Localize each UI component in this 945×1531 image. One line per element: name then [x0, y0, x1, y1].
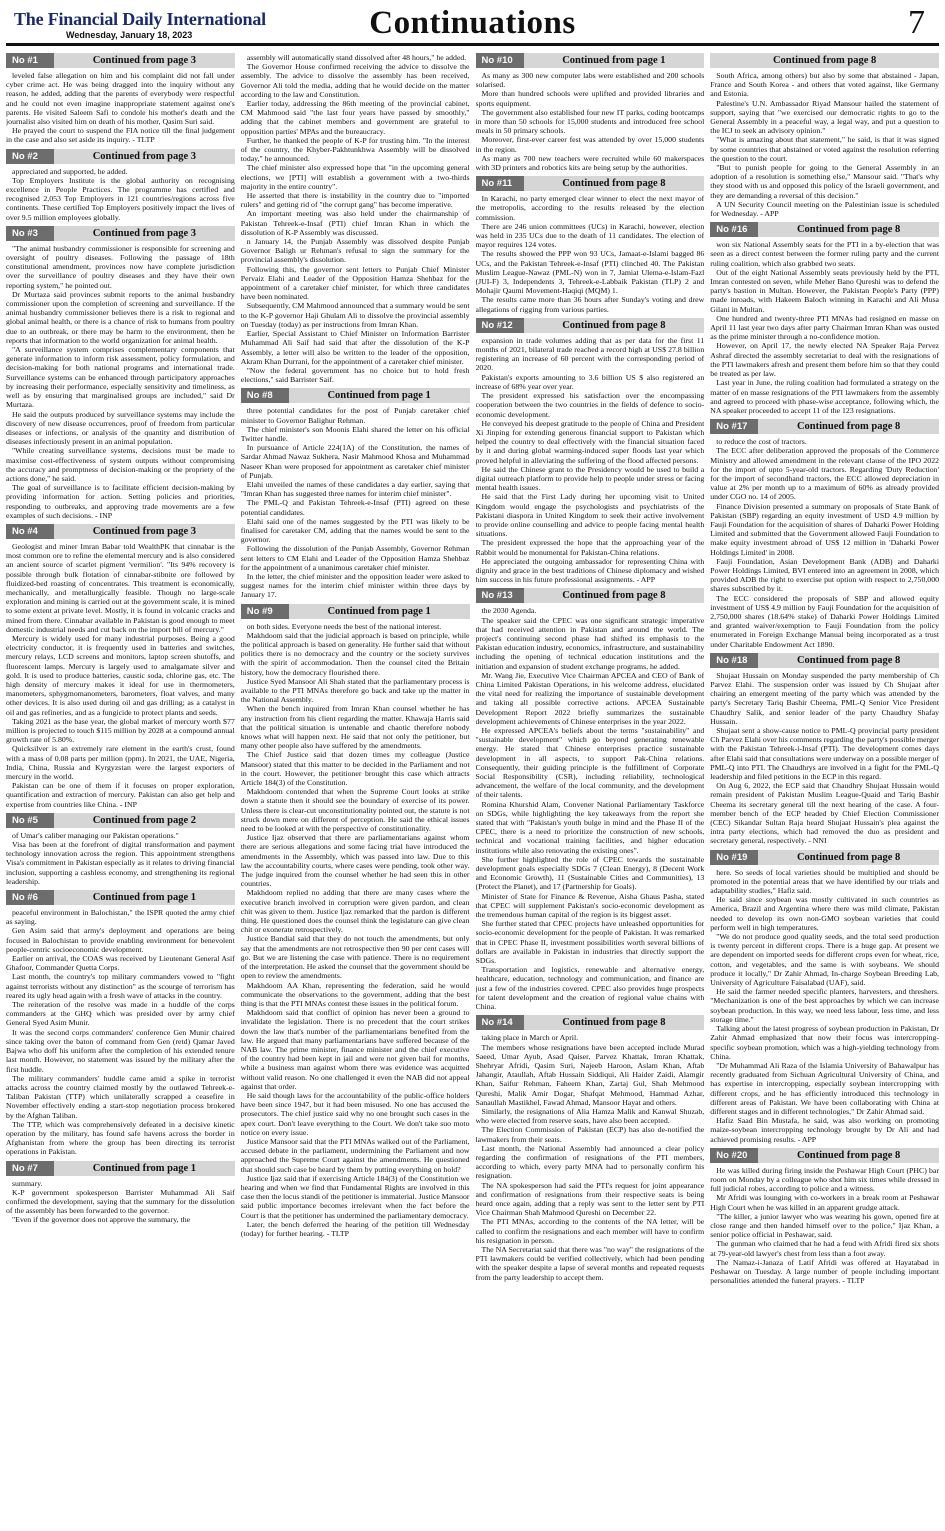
paragraph: However, on April 17, the newly elected NA Speaker Raja Pervez Ashraf directed the assembly secretariat to deal with the resignations of the PTI lawmakers afresh and present them before him so that they could be treated as per law.	[710, 341, 939, 379]
paragraph: The speaker said the CPEC was one significant strategic imperative that had received attention in Pakistan and around the world. The project's continuing second phase had shifted its emphasis to the Pakistan education industry, economics, infrastructure, and sustainability including the opening of technical education institutions and the initiation and expansion of student exchange programs, he added.	[475, 615, 705, 671]
article-body	[6, 167, 235, 222]
article-header	[476, 588, 705, 603]
article-header	[710, 222, 939, 237]
paragraph: The chief minister also expressed hope that "in the upcoming general elections, we [PTI] will establish a government with a two-thirds majority in the entire country".	[240, 163, 470, 191]
paragraph: He expressed APCEA's beliefs about the terms "sustainability" and "sustainable development" which go beyond generating renewable energy. He stated that Chinese enterprises practice sustainable development in all aspects, to support Pak-China relations. Consequently, their guiding principle is the fulfillment of Corporate Social Responsibility (CSR), including reliability, technological advancement, the welfare of the local community, and the development of their talents.	[475, 726, 705, 800]
issue-date: Wednesday, January 18, 2023	[66, 30, 193, 40]
article-body	[6, 1179, 235, 1225]
paragraph: Quicksilver is an extremely rare element in the earth's crust, found with a mass of 0.08 parts per million (ppm). In 2021, the UAE, Nigeria, India, China, Russia and Kyrgyzstan were the largest exporters of mercury in the world.	[6, 744, 235, 782]
paragraph: The military commanders' huddle came amid a spike in terrorist attacks across the country claimed mostly by the outlawed Tehreek-e-Taliban Pakistan (TTP) which unilaterally scrapped a ceasefire in November effectively ending a start-stop negotiation process brokered by the Afghan Taliban.	[6, 1073, 235, 1120]
paragraph: Further, he thanked the people of K-P for trusting him. "In the interest of the country, the Khyber-Pakhtunkhwa Assembly will be dissolved today," he announced.	[240, 135, 470, 164]
paragraph: The NA spokesperson had said the PTI's request for joint appearance and confirmation of resignations from their respective seats is being heard once again, adding that a reply was sent to the letter sent by PTI Vice Chairman Shah Mahmood Qureshi on December 22.	[475, 1180, 705, 1218]
paragraph: The results came more than 36 hours after Sunday's voting and drew allegations of rigging from various parties.	[475, 295, 705, 314]
article-header	[241, 388, 470, 403]
paragraph: Out of the eight National Assembly seats previously held by the PTI, Imran contested on seven, while Meher Bano Qureshi was to defend the party's bastion in Multan. However, the Pakistan People's Party (PPP) made inroads, with Hakeem Baloch winning in Karachi and Ali Musa Gilani in Multan.	[710, 267, 939, 314]
article-number: No #17	[710, 419, 758, 434]
paragraph: here. So seeds of local varieties should be multiplied and should be promoted in the potential areas that we have identified by our trials and adaptability studies," Hafiz said.	[710, 867, 939, 896]
article	[6, 149, 235, 222]
paragraph: Last year in June, the ruling coalition had formulated a strategy on the matter of en masse resignations of the PTI lawmakers from the assembly and agreed to proceed with phase-wise acceptance, following which, the NA speaker proceeded to accept 11 of the 123 resignations.	[710, 378, 939, 415]
paragraph: More than hundred schools were uplifted and provided libraries and sports equipment.	[475, 89, 705, 108]
article-header	[710, 1148, 939, 1163]
paragraph: Shujaat Hussain on Monday suspended the party membership of Ch Parvez Elahi. The suspension order was issued by Ch Shujaat after chairing an emergent meeting of the party which was attended by the party's Secretary Tariq Bashir Cheema, PML-Q Senior Vice President Chaudhry Salik, and senior leader of the party Chaudhry Shafay Hussain.	[710, 670, 939, 726]
paragraph: He said that the First Lady during her upcoming visit to United Kingdom would engage the psychologists and psychiatrists of the Pakistani diaspora in United Kingdom to seek their active involvement to provide online counselling and advice to people facing mental health situations.	[475, 492, 705, 539]
paragraph: The ECC after deliberation approved the proposals of the Commerce Ministry and allowed amendment in the relevant clause of the IPO 2022 for the import of upto 5-year-old tractors. Regarding 'Duty Reduction' for the import of secondhand tractors, the ECC allowed depreciation in value at 2% per month up to a maximum of 60% as already provided under CGO no. 14 of 2005.	[710, 446, 939, 502]
paragraph: He appreciated the outgoing ambassador for representing China with dignity and grace in the best traditions of Chinese diplomacy and wished him success in his future professional assignments. - APP	[475, 556, 705, 585]
article-number: No #12	[476, 318, 524, 333]
paragraph: The TTP, which was comprehensively defeated in a decisive kinetic operation by the military, has found safe havens across the border in Afghanistan from where the group has been directing its terrorist operations in Pakistan.	[6, 1119, 235, 1157]
article-body	[241, 622, 470, 1239]
paragraph: Moreover, first-ever career fest was attended by over 15,000 students in the region.	[475, 135, 705, 154]
article	[6, 226, 235, 520]
paragraph: n January 14, the Punjab Assembly was dissolved despite Punjab Governor Baligh ur Rehman's refusal to sign the summary for the provincial assembly's dissolution.	[240, 237, 470, 265]
paragraph: Makhdoom said that the judicial approach is based on principle, while the political approach is based on generality. He further said that without politics there is no democracy and the country or the society survives with the spirit of accommodation. Then the counsel cited the Britain history, how the democracy flourished there.	[240, 630, 470, 677]
article-body	[710, 671, 939, 846]
paragraph: The goal of surveillance is to facilitate efficient decision-making by providing information for action. Setting policies and priorities, responding to outbreaks, and approving trade movements are a few examples of such decisions. - INP	[6, 483, 235, 520]
paragraph: Fauji Foundation, Asian Development Bank (ADB) and Daharki Power Holdings Limited, BVI entered into an agreement in 2008, which provided ADB the right to exercise put option with respect to 2,750,000 shares subscribed by it.	[710, 556, 939, 594]
paragraph: She further stated that CPEC projects have unleashed opportunities for socio-economic development for the people of Pakistan. It was remarked that in CPEC Phase II, investment possibilities worth several billions of dollars are available in Pakistan in industries that directly support the SDGs.	[475, 919, 705, 966]
article-number: No #3	[6, 226, 54, 241]
paragraph: "Even if the governor does not approve the summary, the	[12, 1215, 191, 1225]
paragraph: K-P government spokesperson Barrister Muhammad Ali Saif confirmed the development, saying that the summary for the dissolution of the assembly has been forwarded to the governor.	[6, 1187, 235, 1216]
paragraph: "The killer, a junior lawyer who was wearing his gown, opened fire at close range and then handed himself over to the police," Ijaz Khan, a senior police official in Peshawar, said.	[710, 1211, 939, 1240]
paragraph: peaceful environment in Balochistan," the ISPR quoted the army chief as saying.	[6, 908, 235, 927]
paragraph: Visa has been at the forefront of digital transformation and payment technology innovation across the region. This appointment strengthens Visa's commitment in Pakistan especially as it relates to driving financial inclusion, supporting a cashless economy, and strengthening its regional leadership.	[6, 840, 235, 886]
paragraph: "While creating surveillance systems, decisions must be made to maximise cost-effectiveness of system outputs without compromising the accuracy and promptness of decision-making or the propriety of the actions done," he said.	[6, 446, 235, 483]
article-number: No #20	[710, 1148, 758, 1163]
paragraph: Transportation and logistics, renewable and alternative energy, healthcare, education, technology and communication, and finance are just a few of the industries covered. CPEC also provides huge prospects for talent development and the creation of regional value chains with China.	[475, 965, 705, 1012]
column-1	[6, 53, 235, 1525]
paragraph: leveled false allegation on him and his complaint did not fall under cyber crime act. He was being dragged into the inquiry without any reason, he added, adding that the parents of everybody were respectful and he could not even imagine inappropriate statement against one's parents. He visited Saleem Safi to condole his mother's death and the journalist also visited him on death of his mother, Qasim Suri said.	[6, 71, 235, 127]
article	[6, 53, 235, 145]
paragraph: He said the outputs produced by surveillance systems may include the discovery of new disease occurrences, proof of freedom from particular diseases or infections, or analysis of the quantity and distribution of diseases infectiously present in an animal population.	[6, 409, 235, 447]
article	[241, 53, 470, 384]
paragraph: Finance Division presented a summary on proposals of State Bank of Pakistan (SBP) regarding an equity investment of USD 4.9 million by Fauji Foundation for the acquisition of shares of Daharki Power Holding Limited and submitted that the Government allowed Fauji Foundation to make equity investment abroad of US$ 12 million in 'Daharki Power Holdings Limited' in 2008.	[710, 501, 939, 557]
article-header	[710, 653, 939, 668]
page-number: 7	[908, 4, 925, 41]
paragraph: of Umar's caliber managing our Pakistan operations."	[12, 830, 179, 840]
article	[476, 1015, 705, 1281]
paragraph: Pakistan can be one of them if it focuses on proper exploration, quantification and extraction of mercury. Pakistan can also get help and expertise from countries like China. - INP	[6, 781, 235, 809]
column-3	[476, 53, 705, 1525]
paragraph: The Governor House confirmed receiving the advice to dissolve the assembly. The advice to dissolve the assembly has been received, Governor Ali told the media, adding that he would decide on the matter according to the law and Constitution.	[240, 62, 470, 99]
article	[710, 53, 939, 218]
paragraph: Later, the bench deferred the hearing of the petition till Wednesday (today) for further hearing. - TLTP	[240, 1219, 470, 1238]
paragraph: The members whose resignations have been accepted include Murad Saeed, Umar Ayub, Asad Qaiser, Parvez Khattak, Imran Khattak, Shehryar Afridi, Qasim Suri, Najeeb Haroon, Aslam Khan, Aftab Jahangir, Ataullah, Aftab Hussain Siddiqui, Ali Haider Zaidi, Alamgir Khan, Saifur Rehman, Faheem Khan, Zartaj Gul, Shah Mehmood Qureshi, Malik Amir Dogar, Shafqat Mehmood, Hammad Azhar, Sanaullah Mastikhel, Fawad Ahmad, Mansoor Hayat and others.	[475, 1042, 705, 1107]
article-body	[241, 53, 470, 384]
paragraph: on both sides. Everyone needs the best of the national interest.	[246, 621, 442, 631]
paragraph: "A surveillance system comprises complementary components that generate information to inform risk assessment, policy formulation, and decision-making for both national programs and international trade. Surveillance systems can be enhanced through participatory approaches by increasing their performance, especially sensitivity and timeliness, as well as by ensuring that marginalised groups are included," said Dr Murtaza.	[6, 345, 235, 410]
paragraph: the 2030 Agenda.	[481, 606, 537, 616]
article-number: No #8	[241, 388, 289, 403]
paragraph: She further highlighted the role of CPEC towards the sustainable development goals especially SDGs 7 (Clean Energy), 8 (Decent Work and Economic Growth), 11 (Sustainable Cities and Communities), 13 (Protect the Planet), and 17 (Partnership for Goals).	[475, 854, 705, 892]
paragraph: The PTI MNAs, according to the contents of the NA letter, will be called to confirm the resignations and each member will have to confirm his resignation in person.	[475, 1217, 705, 1245]
article	[6, 813, 235, 886]
article-number: No #1	[6, 53, 54, 68]
paragraph: Justice Bandial said that they do not touch the amendments, but only say that the amendments are not retrospective then 90 per cent cases will go. But we are listening the case with patience. There is no requirement of the interpretation. He asked the counsel that the government should be open to review the amendments.	[240, 934, 470, 981]
paragraph: Makhdoom replied no adding that there are many cases where the executive branch involved in corruption were given pardon, and clean chit was given to them. Justice Ijaz remarked that the pardon is different thing. He questioned does the counsel think the legislature can give clean chit or exonerate retrospectively.	[240, 888, 470, 935]
continued-from-label: Continued from page 8	[524, 1015, 705, 1030]
paragraph: "But to punish people for going to the General Assembly in an adoption of a resolution is something else," Mansour said. "That's why they stood with us and opposed this policy of the Israeli government, and they are demanding a reversal of this decision."	[710, 163, 939, 200]
paragraph: He conveyed his deepest gratitude to the people of China and President Xi Jinping for extending generous financial support to Pakistan which helped the country to deal effectively with the financial situation faced by it and during global warming-induced super floods last year which proved helpful in alleviating the suffering of the flood affected persons.	[475, 418, 705, 465]
paragraph: "Dr Muhammad Ali Raza of the Islamia University of Bahawalpur has recently graduated from Sichuan Agricultural University of China, and has expertise in intercropping, especially soybean intercropping with different crops, and he has efficiently introduced this technology in different areas of Pakistan. We have been collaborating with China at different stages and in different technologies," Dr Zahir Ahmad said.	[710, 1060, 939, 1116]
paragraph: He said the Chinese grant to the Presidency would be used to build a digital outreach platform to provide help to people under stress or facing mental health issues.	[475, 464, 705, 493]
paragraph: Justice Mansoor said that the PTI MNAs walked out of the Parliament, accused debate in the parliament, undermining the Parliament and now approached the Supreme Court against the amendments. He questioned that should such case be heard by them by putting everything on hold?	[240, 1136, 470, 1174]
article-header	[476, 1015, 705, 1030]
continued-from-label: Continued from page 2	[54, 813, 235, 828]
paragraph: He asserted that there is instability in the country due to "imported rulers" and getting rid of "the corrupt gang" has become imperative.	[240, 191, 470, 210]
continued-from-label: Continued from page 1	[289, 388, 470, 403]
continued-from-label: Continued from page 8	[524, 318, 705, 333]
article-number: No #13	[476, 588, 524, 603]
paragraph: He was killed during firing inside the Peshawar High Court (PHC) bar room on Monday by a colleague who shot him six times while dressed in full judicial robes, according to police and a witness.	[710, 1165, 939, 1194]
article	[710, 222, 939, 415]
continued-from-label: Continued from page 1	[524, 53, 705, 68]
article-body	[6, 542, 235, 809]
paragraph: assembly will automatically stand dissolved after 48 hours," he added.	[246, 53, 467, 62]
paragraph: taking place in March or April.	[481, 1033, 579, 1043]
article-header	[241, 604, 470, 619]
article-number: No #9	[241, 604, 289, 619]
paragraph: The gunman who claimed that he had a feud with Afridi fired six shots at 79-year-old lawyer's chest from less than a foot away.	[710, 1239, 939, 1258]
article-header	[6, 524, 235, 539]
paragraph: Earlier on arrival, the COAS was received by Lieutenant General Asif Ghafoor, Commander Quetta Corps.	[6, 954, 235, 973]
continued-from-label: Continued from page 8	[710, 53, 939, 68]
paragraph: Hafiz Saad Bin Mustafa, he said, was also working on promoting maize-soybean intercropping technology brought by Dr Ali and had achieved promising results. - APP	[710, 1116, 939, 1144]
article-number: No #10	[476, 53, 524, 68]
paragraph: summary.	[12, 1178, 43, 1188]
article-body	[710, 437, 939, 649]
paragraph: Following this, the governor sent letters to Punjab Chief Minister Pervaiz Elahi and Leader of the Opposition Hamza Shehbaz for the appointment of a caretaker chief minister, for which three candidates have been nominated.	[240, 264, 470, 302]
continued-from-label: Continued from page 3	[54, 226, 235, 241]
paragraph: The president expressed the hope that the approaching year of the Rabbit would be monumental for Pakistan-China relations.	[475, 538, 705, 557]
paragraph: Makhdoom contended that when the Supreme Court looks at strike down a statute then it should see the boundary of exercise of its power. Unless there is clear-cut unconstitutionality pointed out, the statute is not struck down mere on different of perception. He said the ethical issues need to be looked at with the perspective of constitutionality.	[240, 787, 470, 834]
paragraph: Last month, the National Assembly had announced a clear policy regarding the confirmation of resignations of the PTI members, according to which, every party MNA had to personally confirm his resignation.	[475, 1143, 705, 1181]
article-header	[6, 1161, 235, 1176]
article-body	[6, 244, 235, 520]
paragraph: In Karachi, no party emerged clear winner to elect the next mayor of the metropolis, according to the results released by the election commission.	[475, 194, 705, 222]
article-header	[710, 419, 939, 434]
article-body	[476, 1033, 705, 1281]
article-body	[6, 908, 235, 1156]
paragraph: Earlier, Special Assistant to Chief Minister on Information Barrister Muhammad Ali Saif had said that after the dissolution of the K-P Assembly, a letter will also be written to the leader of the opposition, Akram Khan Durrani, for the appointment of a caretaker chief minister.	[240, 329, 470, 366]
article	[6, 890, 235, 1156]
continued-from-label: Continued from page 3	[54, 524, 235, 539]
paragraph: On Aug 6, 2022, the ECP said that Chaudhry Shujaat Hussain would remain president of Pakistan Muslim League-Quaid and Tariq Bashir Cheema its secretary general till the next hearing of the case. A four-member bench of the ECP headed by Chief Election Commissioner (CEC) Sikandar Sultan Raja heard Shujaat Hussain's plea against the intra party elections, which had removed the duo as president and secretary general, respectively. - NNI	[710, 781, 939, 846]
paragraph: The NA Secretariat said that there was "no way" the resignations of the PTI lawmakers could be verified collectively, which had been pending with the speaker despite a lapse of several months and repeated requests from the party leadership to accept them.	[475, 1244, 705, 1282]
paragraph: Makhdoom said that conflict of opinion has never been a ground to invalidate the legislation. There is no precedent that the court strikes down the law that's number of the parliamentarians benefited from the law. He argued that many parliamentarians have suffered because of the NAB law. The prime minister, finance minister and the chief executive of the country had been kept in jail and were not given bail for months, while a business man against whom there was evidence was acquitted without valid reason. No one challenged it even the NAB did not appeal against that order.	[240, 1008, 470, 1091]
continued-from-label: Continued from page 1	[54, 1161, 235, 1176]
paragraph: South Africa, among others) but also by some that abstained - Japan, France and South Korea - and others that voted against, like Germany and Estonia.	[710, 71, 939, 99]
article-number: No #7	[6, 1161, 54, 1176]
article	[6, 524, 235, 809]
paragraph: The results showed the PPP won 93 UCs, Jamaat-e-Islami bagged 86 UCs, and the Pakistan Tehreek-e-Insaf (PTI) clinched 40. The Pakistan Muslim League-Nawaz (PML-N) won in 7, Jamiat Ulema-e-Islam-Fazl (JUI-F) 3, Independents 3, Tehreek-e-Labbaik Pakistan (TLP) 2 and Mohajir Qaumi Movement-Haqiqi (MQM) 1.	[475, 249, 705, 296]
continued-from-label: Continued from page 8	[524, 588, 705, 603]
paragraph: The PML-Q and Pakistan Tehreek-e-Insaf (PTI) agreed on these potential candidates.	[240, 498, 470, 517]
article-number: No #2	[6, 149, 54, 164]
article-number: No #18	[710, 653, 758, 668]
article-header	[710, 53, 939, 68]
continued-from-label: Continued from page 3	[54, 53, 235, 68]
article-header	[6, 226, 235, 241]
article-body	[476, 606, 705, 1011]
article-header	[476, 318, 705, 333]
paragraph: "What is amazing about that statement," he said, is that it was signed by some countries that abstained or voted against the resolution referring the question to the court.	[710, 135, 939, 163]
paragraph: He said since soybean was mostly cultivated in such countries as America, Brazil and Argentina where there was mild climate, Pakistan needed to develop its own non-GMO soybean varieties that could perform well in high temperatures.	[710, 895, 939, 932]
article-header	[6, 149, 235, 164]
article-header	[710, 850, 939, 865]
article-body	[710, 240, 939, 415]
article	[476, 318, 705, 584]
continued-from-label: Continued from page 8	[758, 850, 939, 865]
paragraph: Taking 2021 as the base year, the global market of mercury worth $77 million is projected to touch $115 million by 2028 at a compound annual growth rate of 5.80%.	[6, 716, 235, 745]
paragraph: The Election Commission of Pakistan (ECP) has also de-notified the lawmakers from their seats.	[475, 1125, 705, 1144]
paragraph: Minister of State for Finance & Revenue, Aisha Ghaus Pasha, stated that CPEC will supplement Pakistan's socio-economic development as the tremendous human capital of the region is its biggest asset.	[475, 891, 705, 920]
continued-from-label: Continued from page 8	[758, 1148, 939, 1163]
paragraph: Earlier today, addressing the 86th meeting of the provincial cabinet, CM Mahmood said "the last four years have passed by smoothly," adding that the cabinet members and government are grateful to opposition parties' MPAs and the bureaucracy.	[240, 99, 470, 136]
paragraph: The ECC considered the proposals of SBP and allowed equity investment of US$ 4.9 million by Fauji Foundation for the acquisition of 2,750,000 shares (18.64% stake) of Daharki Power Holdings Limited and granted waiver/exemption to Fauji Foundation from the policy enumerated in Foreign Exchange Manual being incorporated as a trust under Charitable Endowment Act 1890.	[710, 593, 939, 649]
paragraph: A UN Security Council meeting on the Palestinian issue is scheduled for Wednesday. - APP	[710, 199, 939, 219]
article-number: No #14	[476, 1015, 524, 1030]
article	[710, 850, 939, 1144]
masthead	[6, 0, 939, 46]
continued-from-label: Continued from page 8	[524, 176, 705, 191]
paragraph: Pakistan's exports amounting to 3.6 billion US $ also registered an increase of 68% year over year.	[475, 372, 705, 391]
paragraph: Mr Afridi was lounging with co-workers in a break room at Peshawar High Court when he was killed in an apparent grudge attack.	[710, 1193, 939, 1212]
paragraph: Palestine's U.N. Ambassador Riyad Mansour hailed the statement of support, saying that "we exercised our democratic rights to go to the General Assembly in a peaceful way, a legal way, and put a question to the ICJ to seek an advisory opinion."	[710, 98, 939, 136]
paragraph: The Chief Justice said that dozen times my colleague (Justice Mansoor) stated that this matter to be decided in the Parliament and not in the court. However, the petitioner brought this case which attracts Article 184(3) of the Constitution.	[240, 750, 470, 788]
paragraph: In pursuance of Article 224(1A) of the Constitution, the names of Sardar Ahmad Nawaz Sukhera, Nasir Mahmood Khosa and Muhammad Naseer Khan were proposed for appointment as caretaker chief minister of Punjab.	[240, 443, 470, 480]
continued-from-label: Continued from page 1	[289, 604, 470, 619]
paragraph: Elahi unveiled the names of these candidates a day earlier, saying that "Imran Khan has suggested three names for interim chief minister".	[240, 479, 470, 499]
paragraph: "We do not produce good quality seeds, and the total seed production is twenty percent in different crops. There is a huge gap. At present we are dependent on imported seeds for different crops even for wheat, rice, cotton, and vegetables, and the same is with soybeans. We should produce it locally," Dr Zahir Ahmad, In-charge Soybean Breeding Lab, University of Agriculture Faisalabad (UAF), said.	[710, 932, 939, 988]
paragraph: three potential candidates for the post of Punjab caretaker chief minister to Governor Balighur Rehman.	[240, 406, 470, 425]
paragraph: He said the farmer needed specific planters, harvesters, and threshers. "Mechanization is one of the best approaches by which we can increase soybean production. In this way, we need less labour, less time, and less storage time."	[710, 987, 939, 1024]
paragraph: He prayed the court to suspend the FIA notice till the final judgement in the case and also set aside its inquiry. - TLTP	[6, 126, 235, 145]
article-body	[710, 1166, 939, 1286]
paragraph: Romina Khurshid Alam, Convener National Parliamentary Taskforce on SDGs, while highlighting the key takeaways from the report she stated that with "Pakistan's youth bulge in mind and the Phase II of the CPEC, there is a need to prioritize the construction of new schools, technical and vocational training facilities, and higher education institutions while also renovating the existing ones".	[475, 799, 705, 855]
article	[476, 588, 705, 1011]
paragraph: An important meeting was also held under the chairmanship of Pakistan Tehreek-e-Insaf (PTI) chief Imran Khan in which the dissolution of K-P Assembly was discussed.	[240, 209, 470, 237]
paragraph: Elahi said one of the names suggested by the PTI was likely to be finalised for caretaker CM, adding that the names would be sent to the governor.	[240, 516, 470, 545]
article	[6, 1161, 235, 1225]
columns	[6, 53, 939, 1525]
paragraph: "The animal husbandry commissioner is responsible for screening and oversight of poultry diseases. Following the passage of 18th constitutional amendment, provinces now have complete jurisdiction over the surveillance of poultry diseases and they have their own reporting system," he pointed out.	[6, 243, 235, 290]
continued-from-label: Continued from page 8	[758, 419, 939, 434]
article-header	[6, 890, 235, 905]
paragraph: expansion in trade volumes adding that as per data for the first 11 months of 2021, bilateral trade reached a record high at US$ 27.8 billion registering an increase of 60 percent with the corresponding period of 2020.	[475, 335, 705, 373]
paragraph: The president expressed his satisfaction over the encompassing cooperation between the two countries in the fields of defence to socio-economic development.	[475, 391, 705, 419]
article-body	[476, 194, 705, 314]
paragraph: "Now the federal government has no choice but to hold fresh elections," said Barrister Saif.	[240, 365, 470, 385]
paragraph: Justice Ijaz said that if exercising Article 184(3) of the Constitution we hearing and when we find that Fundamental Rights are involved in this case then the locus standi of the petitioner is immaterial. Justice Mansoor said public importance becomes irrelevant when the fact before the Court is that the petitioner has undermined the parliamentary democracy.	[240, 1173, 470, 1220]
paragraph: Following the dissolution of the Punjab Assembly, Governor Rehman sent letters to CM Elahi and Leader of the Opposition Hamza Shehbaz for the appointment of a unanimous caretaker chief minister.	[240, 544, 470, 572]
paragraph: The government also established four new IT parks, coding bootcamps in more than 50 schools for 15,000 students and introduced free school meals in 50 primary schools.	[475, 107, 705, 136]
article-number: No #5	[6, 813, 54, 828]
article-header	[6, 813, 235, 828]
article-body	[710, 71, 939, 218]
article-body	[710, 868, 939, 1144]
column-2	[241, 53, 470, 1525]
article-number: No #16	[710, 222, 758, 237]
article	[241, 388, 470, 599]
paragraph: Talking about the latest progress of soybean production in Pakistan, Dr Zahir Ahmad emphasized that now their focus was intercropping-specific soybean promotion, which was a high-yielding technology from China.	[710, 1024, 939, 1061]
article	[241, 604, 470, 1239]
article-header	[476, 53, 705, 68]
article-body	[476, 336, 705, 584]
article-number: No #4	[6, 524, 54, 539]
paragraph: won six National Assembly seats for the PTI in a by-election that was seen as a direct contest between the former ruling party and the current ruling coalition, which also grabbed two seats.	[710, 240, 939, 268]
paragraph: As many as 300 new computer labs were established and 200 schools solarised.	[475, 71, 705, 90]
paragraph: When the bench inquired from Imran Khan counsel whether he has any instruction from his client regarding the matter. Khawaja Harris said that the political situation is untenable and chaotic therefore nobody knows what will happen next. He said that not only the petitioner, but many other people also have suffered by the amendments.	[240, 704, 470, 751]
article-body	[6, 831, 235, 886]
paragraph: The chief minister's son Moonis Elahi shared the letter on his official Twitter handle.	[240, 424, 470, 443]
section-title: Continuations	[369, 5, 576, 41]
article	[710, 653, 939, 846]
article	[710, 419, 939, 649]
paragraph: There are 246 union committees (UCs) in Karachi, however, election was held in 235 UCs due to the death of 11 candidates. The election of mayor requires 124 votes.	[475, 221, 705, 250]
paragraph: Dr Murtaza said provinces submit reports to the animal husbandry commissioner upon the completion of screening and surveillance. If the animal husbandry commissioner believes there is a risk to regional and global animal health, or there is a chance of risk to humans from poultry due to an outbreak, or there may be harm to the environment, then he reports that information to the world organization for animal health.	[6, 289, 235, 345]
paragraph: Mr. Wang Jie, Executive Vice Chairman APCEA and CEO of Bank of China Limited Pakistan Operations, in his welcome address, elucidated the vital need for realizing the importance of sustainable development and taking all possible corrective actions. APCEA Sustainable Development Report 2022 briefly summarizes the sustainable development achievements of Chinese enterprises in the year 2022.	[475, 670, 705, 726]
continued-from-label: Continued from page 8	[758, 222, 939, 237]
paragraph: Mercury is widely used for many industrial purposes. Being a good electricity conductor, it is frequently used in batteries and switches, mercury relays, LCD screens and monitors, laptop screen shutoffs, and fluorescent lamps. Mercury is largely used to amalgamate silver and gold. It is used to produce batteries, caustic soda, chlorine gas, etc. The high density of mercury makes it ideal for use in thermometers, manometers, sphygmomanometers, barometers, float valves, and many other devices. It is also used during oil and gas drilling; as a catalyst in oil and gas refineries, and as a fungicide to protect plants and seeds.	[6, 633, 235, 717]
continued-from-label: Continued from page 3	[54, 149, 235, 164]
article	[476, 53, 705, 172]
article	[476, 176, 705, 314]
paragraph: As many as 700 new teachers were recruited while 60 makerspaces with 3D printers and robotics kits are being setup by the authorities.	[475, 153, 705, 173]
paragraph: Top Employers Institute is the global authority on recognising excellence in People Practices. The programme has certified and recognised 2,053 Top Employers in 121 countries/regions across five continents. These certified Top Employers positively impact the lives of over 9.5 million employees globally.	[6, 175, 235, 222]
article-number: No #11	[476, 176, 524, 191]
article-number: No #19	[710, 850, 758, 865]
column-4	[710, 53, 939, 1525]
article-header	[6, 53, 235, 68]
article-body	[241, 406, 470, 599]
paragraph: He said though laws for the accountability of the public-office holders have been since 1947, but it had been misused. No one has accused the prosecutors. The chief justice said why no one brought such cases in the apex court. Don't leave everything to the Court. We don't take suo moto notice on every issue.	[240, 1090, 470, 1137]
paragraph: Shujaat sent a show-cause notice to PML-Q provincial party president Ch Parvez Elahi over his comments regarding the party's possible merger with the Pakistan Tehreek-i-Insaf (PTI). The development comes days after Elahi said that consultations were underway on a possible merger of PML-Q into PTI. The Chaudhrys are involved in a fight for the PML-Q leadership and filed petitions in the ECP in this regard.	[710, 726, 939, 782]
continued-from-label: Continued from page 1	[54, 890, 235, 905]
continued-from-label: Continued from page 8	[758, 653, 939, 668]
article-body	[6, 71, 235, 145]
paragraph: Similarly, the resignations of Alia Hamza Malik and Kanwal Shuzab, who were elected from reserve seats, have also been accepted.	[475, 1106, 705, 1126]
paragraph: Geologist and miner Imran Babar told WealthPK that cinnabar is the most common ore to refine the elemental mercury and is also considered an ancient source of scarlet pigment 'vermilion'. "Its 94% recovery is possible through bulk flotation of cinnabar-stibnite ore followed by fluidized-bed roasting of concentrates. This treatment is economically, mechanically, and metallurgically feasible. Though no large-scale exploration and mining is carried out at the government scale, it is mined to some extent at private level. Mostly, it is found in volcanic cracks and mined from there. Cinnabar available in Pakistan is good enough to meet domestic industrial needs and cut back on the import bill of mercury."	[6, 541, 235, 634]
paragraph: The Namaz-i-Janaza of Latif Afridi was offered at Hayatabad in Peshawar on Tuesday. A large number of people including important personalities attended the funeral prayers. - TLTP	[710, 1257, 939, 1286]
paragraph: One hundred and twenty-three PTI MNAs had resigned en masse on April 11 last year two days after party Chairman Imran Khan was ousted as the prime minister through a no-confidence motion.	[710, 313, 939, 342]
article-body	[476, 71, 705, 172]
article	[710, 1148, 939, 1286]
paragraph: Justice Syed Mansoor Ali Shah stated that the parliamentary process is available to the PTI MNAs therefore go back and take up the matter in the National Assembly.	[240, 676, 470, 705]
paper-name: The Financial Daily International	[14, 9, 266, 29]
article-number: No #6	[6, 890, 54, 905]
paragraph: to reduce the cost of tractors.	[716, 437, 807, 447]
paragraph: Makhdoom AA Khan, representing the federation, said he would communicate the observations to the government, adding that the best thing is that the PTI MNAs contest these issues in the political forum.	[240, 980, 470, 1008]
article-header	[476, 176, 705, 191]
paragraph: It was the second corps commanders' conference Gen Munir chaired since taking over the baton of command from Gen (retd) Qamar Javed Bajwa who doff his uniform after the completion of his extended tenure last month. However, no statement was issued by the military after the first huddle.	[6, 1027, 235, 1074]
paragraph: appreciated and supported, he added.	[12, 166, 128, 176]
paragraph: Gen Asim said that army's deployment and operations are being focused in Balochistan to provide enabling environment for benevolent people-centric socioeconomic development.	[6, 926, 235, 954]
paragraph: In the letter, the chief minister and the opposition leader were asked to suggest names for the interim chief minister within three days by January 17.	[240, 571, 470, 600]
paragraph: Subsequently, CM Mahmood announced that a summary would be sent to the K-P governor Haji Ghulam Ali to dissolve the provincial assembly on Tuesday (today) as per instructions from Imran Khan.	[240, 301, 470, 329]
paragraph: Justice Ijaz observed that there are parliamentarians against whom there are serious allegations and some facing trial have introduced the amendments in the Assembly, which was passed into law. Due to this law the accountability courts, where cases were pending, took other way. The judge inquired from the counsel whether he had seen this in other countries.	[240, 833, 470, 889]
paragraph: The reiteration of the resolve was made in a huddle of the corps commanders at the GHQ which was presided over by army chief General Syed Asim Munir.	[6, 1000, 235, 1028]
paragraph: Last month, the country's top military commanders vowed to "fight against terrorists without any distinction" as the scourge of terrorism has reared its ugly head again with a fresh wave of attacks in the country.	[6, 972, 235, 1000]
